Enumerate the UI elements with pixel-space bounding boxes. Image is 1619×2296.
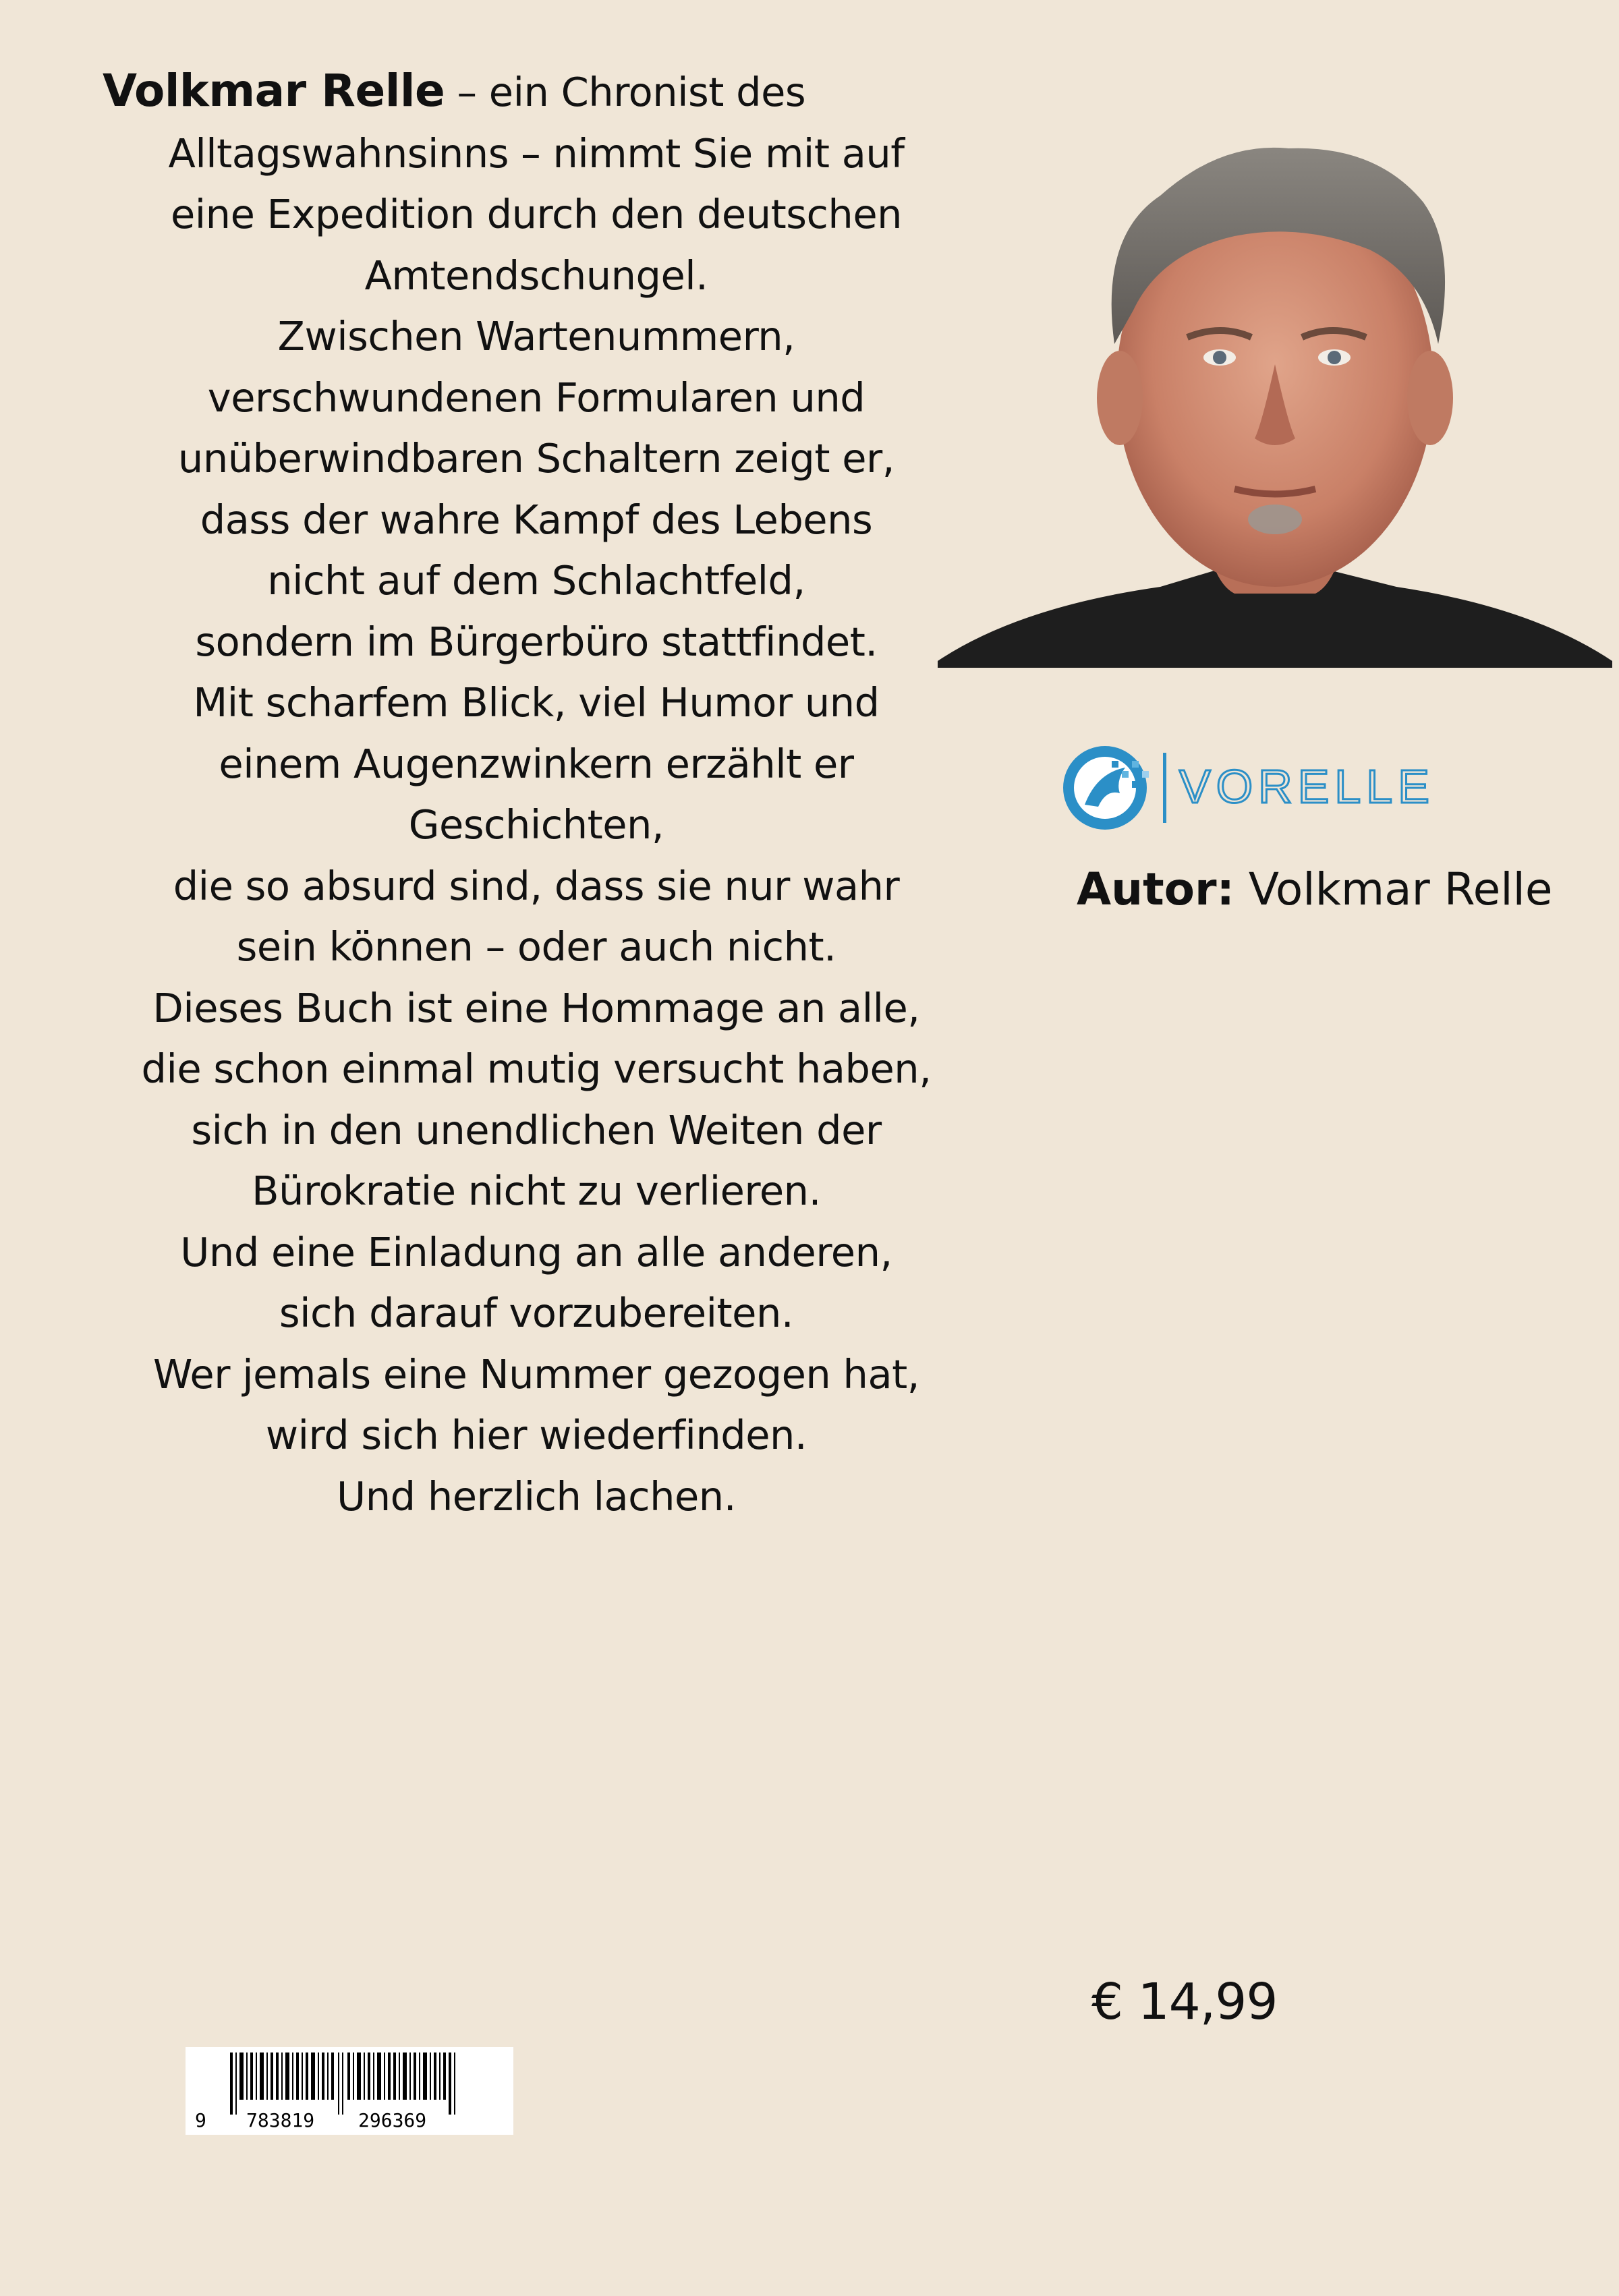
author-name-lead: Volkmar Relle <box>103 65 445 117</box>
blurb-line: nicht auf dem Schlachtfeld, <box>267 557 805 604</box>
blurb-line: die so absurd sind, dass sie nur wahr <box>173 862 900 909</box>
barcode-group-2: 296369 <box>358 2109 427 2131</box>
blurb-line: unüberwindbaren Schaltern zeigt er, <box>177 435 895 482</box>
blurb-line: sich in den unendlichen Weiten der <box>191 1106 882 1153</box>
blurb-line: Geschichten, <box>408 801 664 848</box>
blurb-line: Wer jemals eine Nummer gezogen hat, <box>153 1350 919 1398</box>
blurb-line: Zwischen Wartenummern, <box>277 313 795 360</box>
author-portrait-image <box>938 121 1612 668</box>
blurb-line: sich darauf vorzubereiten. <box>279 1290 794 1336</box>
blurb-line: sein können – oder auch nicht. <box>236 923 836 970</box>
blurb-line: wird sich hier wiederfinden. <box>265 1412 807 1458</box>
author-label: Autor: <box>1077 863 1234 915</box>
blurb-line: Und herzlich lachen. <box>337 1472 736 1520</box>
publisher-logo <box>1058 741 1516 835</box>
barcode-lead-digit: 9 <box>195 2109 206 2131</box>
blurb-line-text: – ein Chronist des <box>445 69 806 115</box>
isbn-barcode <box>186 2047 513 2135</box>
blurb-line: eine Expedition durch den deutschen <box>170 191 903 237</box>
blurb-line: Amtendschungel. <box>364 252 708 299</box>
blurb-line: Dieses Buch ist eine Hommage an alle, <box>152 984 920 1031</box>
publisher-name: VORELLE <box>1179 760 1435 813</box>
author-photo <box>938 121 1612 668</box>
author-name: Volkmar Relle <box>1234 863 1553 915</box>
blurb-line: Und eine Einladung an alle anderen, <box>180 1228 892 1275</box>
blurb-line: Bürokratie nicht zu verlieren. <box>252 1168 821 1214</box>
blurb-line: die schon einmal mutig versucht haben, <box>141 1045 932 1092</box>
blurb-line: verschwundenen Formularen und <box>207 374 865 421</box>
blurb-line: Mit scharfem Blick, viel Humor und <box>193 679 880 726</box>
price: € 14,99 <box>1091 1973 1278 2031</box>
blurb-line: sondern im Bürgerbüro stattfindet. <box>195 618 878 665</box>
author-credit <box>1077 863 1552 915</box>
blurb-text <box>88 61 985 1527</box>
blurb-line <box>88 61 985 123</box>
blurb-line: einem Augenzwinkern erzählt er <box>219 740 854 787</box>
blurb-line: Alltagswahnsinns – nimmt Sie mit auf <box>168 130 905 177</box>
blurb-line: dass der wahre Kampf des Lebens <box>200 496 873 543</box>
vorelle-logo-icon <box>1058 741 1516 835</box>
barcode-group-1: 783819 <box>246 2109 315 2131</box>
barcode-icon <box>186 2047 513 2135</box>
